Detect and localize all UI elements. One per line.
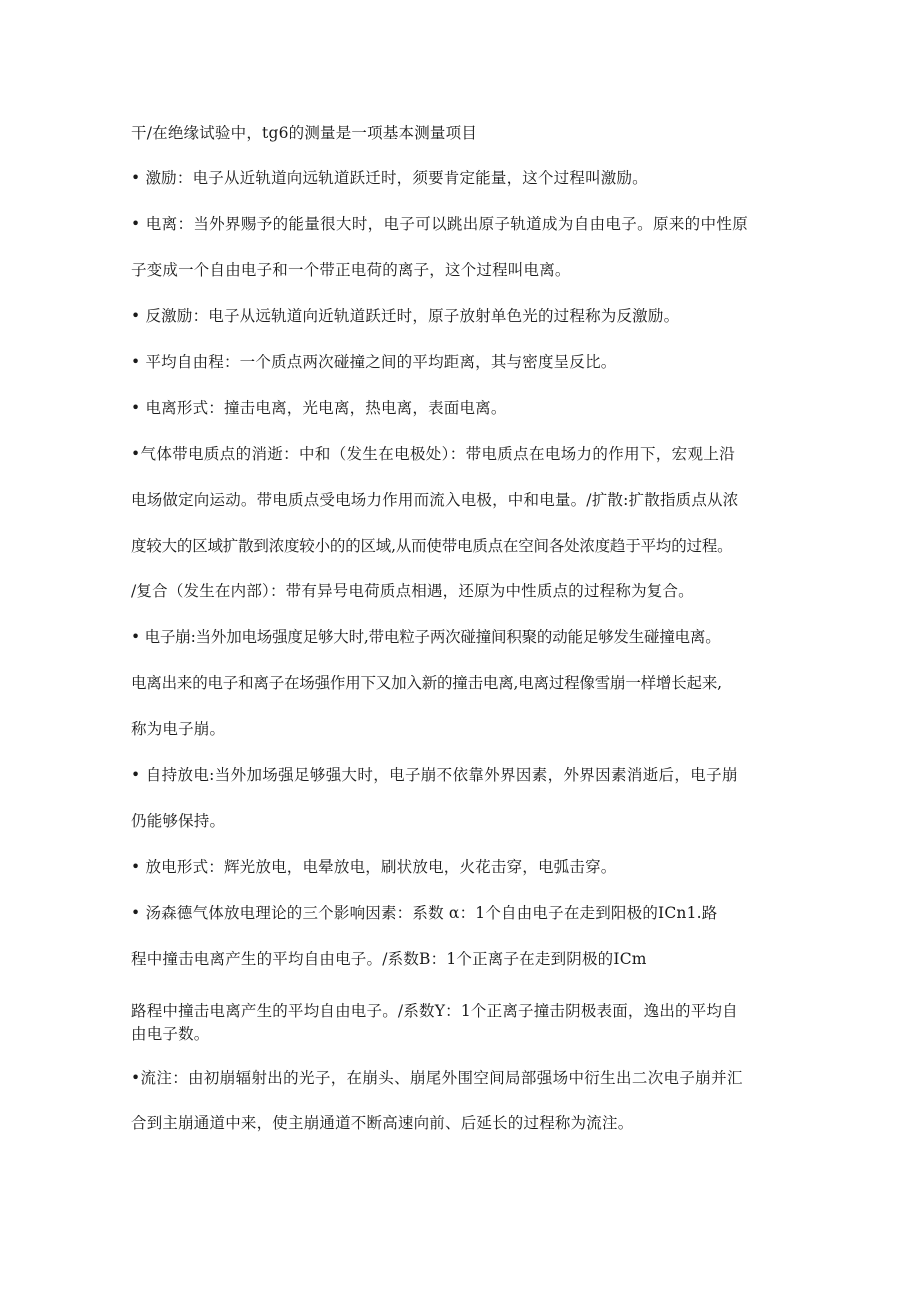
text-line: /复合（发生在内部）：带有异号电荷质点相遇，还原为中性质点的过程称为复合。 (131, 582, 694, 600)
bullet-townsend-theory: • 汤森德气体放电理论的三个影响因素：系数 α：1个自由电子在走到阳极的ICn1.路 (131, 904, 718, 922)
text-line: 称为电子崩。 (131, 720, 226, 738)
bullet-mean-free-path: • 平均自由程：一个质点两次碰撞之间的平均距离，其与密度呈反比。 (131, 353, 617, 371)
bullet-electron-avalanche: • 电子崩:当外加电场强度足够大时,带电粒子两次碰撞间积聚的动能足够发生碰撞电离。 (131, 628, 721, 646)
bullet-ionization: • 电离：当外界赐予的能量很大时，电子可以跳出原子轨道成为自由电子。原来的中性原 (131, 215, 749, 233)
text-line: 合到主崩通道中来，使主崩通道不断高速向前、后延长的过程称为流注。 (131, 1114, 634, 1132)
bullet-de-excitation: • 反激励：电子从远轨道向近轨道跃迁时，原子放射单色光的过程称为反激励。 (131, 307, 680, 325)
bullet-charged-particle-disappearance: •气体带电质点的消逝：中和（发生在电极处）：带电质点在电场力的作用下，宏观上沿 (131, 445, 736, 463)
bullet-self-sustained-discharge: • 自持放电:当外加场强足够强大时，电子崩不依靠外界因素，外界因素消逝后，电子崩 (131, 766, 738, 784)
text-line: 子变成一个自由电子和一个带正电荷的离子，这个过程叫电离。 (131, 261, 571, 279)
text-line: 路程中撞击电离产生的平均自由电子。/系数Y：1个正离子撞击阴极表面，逸出的平均自 (131, 1002, 738, 1020)
text-line: 程中撞击电离产生的平均自由电子。/系数B：1个正离子在走到阴极的ICm (131, 950, 647, 968)
bullet-streamer: •流注：由初崩辐射出的光子，在崩头、崩尾外围空间局部强场中衍生出二次电子崩并汇 (131, 1069, 743, 1087)
text-line: 由电子数。 (131, 1025, 210, 1043)
text-line: 干/在绝缘试验中，tg6的测量是一项基本测量项目 (131, 124, 478, 142)
text-line: 仍能够保持。 (131, 812, 226, 830)
text-line: 电离出来的电子和离子在场强作用下又加入新的撞击电离,电离过程像雪崩一样增长起来, (131, 674, 722, 692)
text-line: 电场做定向运动。带电质点受电场力作用而流入电极，中和电量。/扩散:扩散指质点从浓 (131, 491, 739, 509)
text-line: 度较大的区域扩散到浓度较小的的区域,从而使带电质点在空间各处浓度趋于平均的过程。 (131, 537, 733, 555)
bullet-ionization-forms: • 电离形式：撞击电离，光电离，热电离，表面电离。 (131, 399, 507, 417)
bullet-excitation: • 激励：电子从近轨道向远轨道跃迁时，须要肯定能量，这个过程叫激励。 (131, 169, 648, 187)
bullet-discharge-forms: • 放电形式：辉光放电，电晕放电，刷状放电，火花击穿，电弧击穿。 (131, 858, 617, 876)
